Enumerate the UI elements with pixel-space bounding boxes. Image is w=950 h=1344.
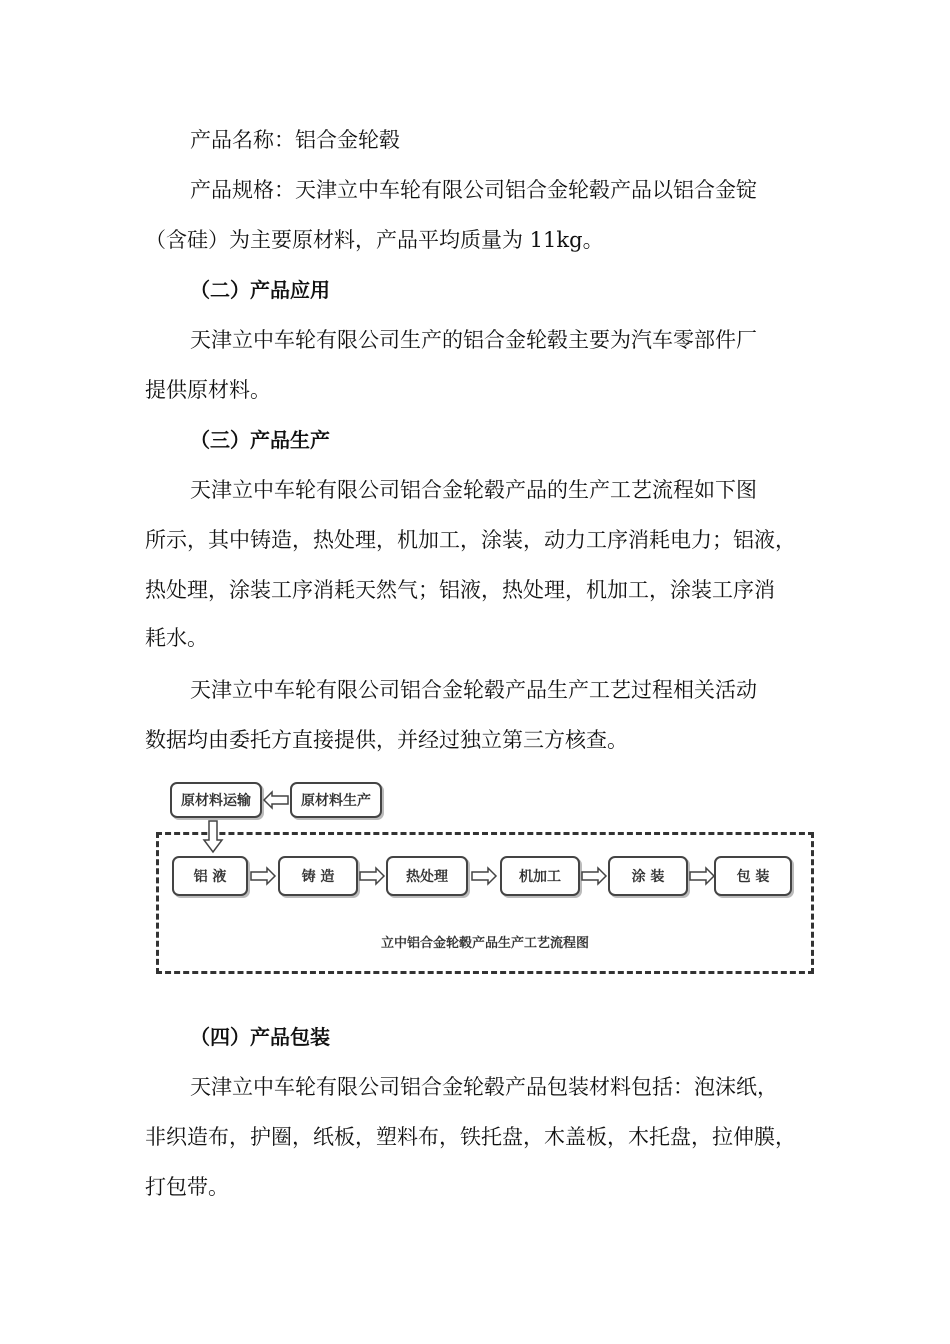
raw-material-transport-box: 原材料运输 (170, 782, 262, 818)
production-line-4: 耗水。 (145, 626, 208, 650)
heading-production: （三）产品生产 (190, 428, 330, 452)
heading-application: （二）产品应用 (190, 278, 330, 302)
right-arrow-icon (470, 866, 498, 886)
step-coating: 涂 装 (608, 856, 688, 896)
step-machining: 机加工 (500, 856, 580, 896)
step-molten-aluminum: 铝 液 (172, 856, 248, 896)
product-spec-line-2: （含硅）为主要原材料，产品平均质量为 11kg。 (145, 228, 604, 252)
packaging-line-2: 非织造布，护圈，纸板，塑料布，铁托盘，木盖板，木托盘，拉伸膜， (145, 1125, 796, 1149)
production-line-2: 所示，其中铸造，热处理，机加工，涂装，动力工序消耗电力；铝液， (145, 528, 796, 552)
right-arrow-icon (688, 866, 716, 886)
left-arrow-icon (262, 790, 290, 810)
production-line-3: 热处理，涂装工序消耗天然气；铝液，热处理，机加工，涂装工序消 (145, 578, 775, 602)
data-source-line-1: 天津立中车轮有限公司铝合金轮毂产品生产工艺过程相关活动 (190, 678, 757, 702)
down-arrow-icon (202, 820, 224, 854)
product-name-line: 产品名称：铝合金轮毂 (190, 128, 400, 152)
data-source-line-2: 数据均由委托方直接提供，并经过独立第三方核查。 (145, 728, 628, 752)
step-heat-treatment: 热处理 (386, 856, 468, 896)
production-line-1: 天津立中车轮有限公司铝合金轮毂产品的生产工艺流程如下图 (190, 478, 757, 502)
process-flow-diagram (150, 772, 820, 982)
process-boundary (156, 832, 814, 974)
step-casting: 铸 造 (278, 856, 358, 896)
packaging-line-1: 天津立中车轮有限公司铝合金轮毂产品包装材料包括：泡沫纸， (190, 1075, 778, 1099)
step-packaging: 包 装 (714, 856, 792, 896)
product-spec-line-1: 产品规格：天津立中车轮有限公司铝合金轮毂产品以铝合金锭 (190, 178, 757, 202)
packaging-line-3: 打包带。 (145, 1175, 229, 1199)
diagram-caption: 立中铝合金轮毂产品生产工艺流程图 (380, 936, 589, 951)
application-line-1: 天津立中车轮有限公司生产的铝合金轮毂主要为汽车零部件厂 (190, 328, 757, 352)
raw-material-production-box: 原材料生产 (290, 782, 382, 818)
right-arrow-icon (249, 866, 277, 886)
right-arrow-icon (580, 866, 608, 886)
application-line-2: 提供原材料。 (145, 378, 271, 402)
heading-packaging: （四）产品包装 (190, 1025, 330, 1049)
right-arrow-icon (358, 866, 386, 886)
